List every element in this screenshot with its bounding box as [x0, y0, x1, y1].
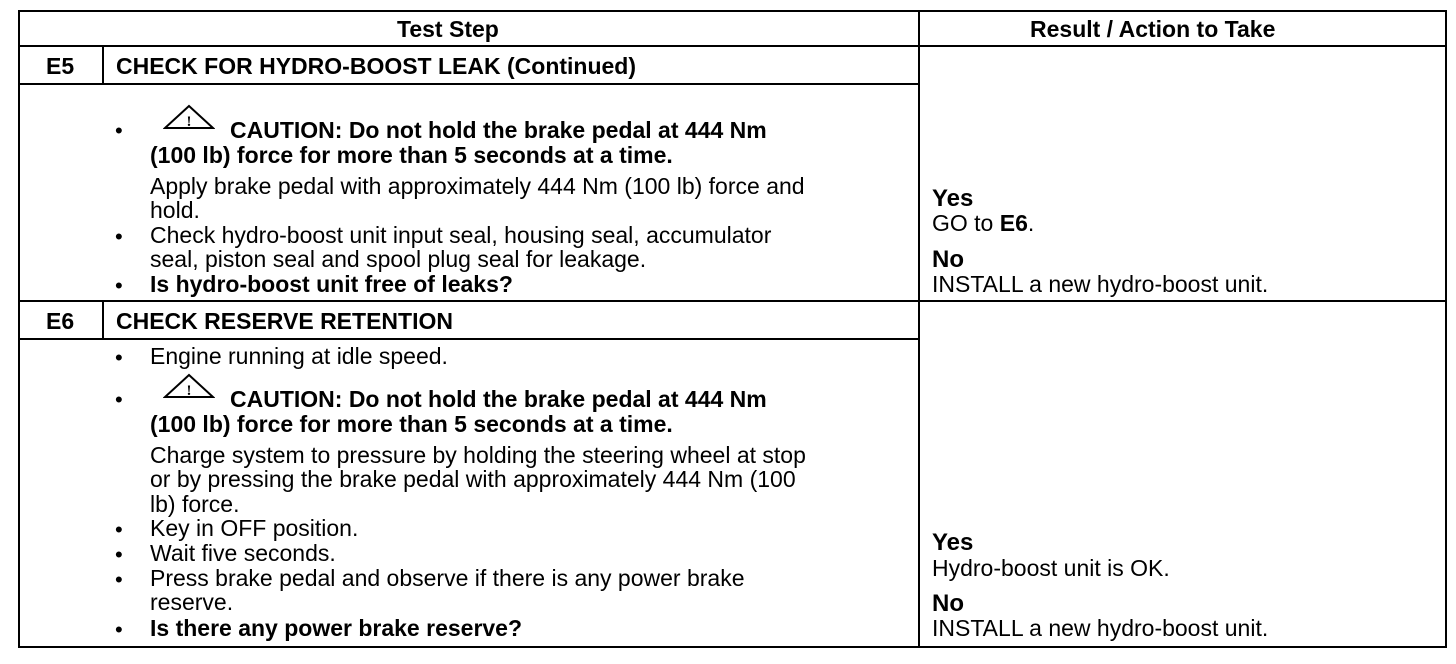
- e6-step-id: E6: [46, 308, 75, 334]
- e6-result-yes-action: Hydro-boost unit is OK.: [932, 555, 1170, 581]
- e6-result-no: No: [932, 590, 964, 617]
- e5-yes-suffix: .: [1027, 210, 1035, 236]
- e5-check-line2: seal, piston seal and spool plug seal for leakage.: [150, 246, 647, 272]
- col-divider-step-id-e5: [102, 47, 104, 85]
- svg-text:!: !: [186, 114, 192, 130]
- e5-result-no: No: [932, 246, 964, 273]
- e5-apply-line1: Apply brake pedal with approximately 444 Nm (100 lb) force and: [150, 173, 805, 199]
- e5-check-line1: Check hydro-boost unit input seal, housing seal, accumulator: [150, 222, 772, 248]
- e6-result-yes: Yes: [932, 529, 974, 556]
- e6-bullet-press: •: [115, 567, 123, 592]
- e6-bullet-question: •: [115, 617, 123, 642]
- e5-title-divider: [20, 83, 918, 85]
- e5-bullet-question: •: [115, 273, 123, 298]
- e6-bullet-wait: •: [115, 542, 123, 567]
- e6-caution-line2: (100 lb) force for more than 5 seconds at a time.: [150, 411, 673, 437]
- col-divider-result: [918, 12, 920, 646]
- header-result-action: Result / Action to Take: [1030, 16, 1276, 42]
- e5-result-no-action: INSTALL a new hydro-boost unit.: [932, 271, 1269, 297]
- e6-charge-line3: lb) force.: [150, 491, 240, 517]
- e6-question: Is there any power brake reserve?: [150, 615, 523, 641]
- e5-caution-line1: CAUTION: Do not hold the brake pedal at 444 Nm: [230, 117, 767, 143]
- e6-key: Key in OFF position.: [150, 515, 359, 541]
- e5-result-yes-action: [932, 211, 1034, 236]
- col-divider-step-id-e6: [102, 302, 104, 340]
- e5-apply-line2: hold.: [150, 197, 200, 223]
- e6-result-no-action: INSTALL a new hydro-boost unit.: [932, 615, 1269, 641]
- e6-engine: Engine running at idle speed.: [150, 343, 448, 369]
- e5-e6-divider: [20, 300, 1445, 302]
- e5-step-title: CHECK FOR HYDRO-BOOST LEAK (Continued): [116, 53, 637, 79]
- e6-caution-line1: CAUTION: Do not hold the brake pedal at 444 Nm: [230, 386, 767, 412]
- e6-charge-line2: or by pressing the brake pedal with approximately 444 Nm (100: [150, 466, 796, 492]
- e5-yes-target[interactable]: E6: [999, 210, 1028, 236]
- caution-triangle-icon: [163, 373, 215, 399]
- caution-triangle-icon: [163, 104, 215, 130]
- e6-bullet-caution: •: [115, 387, 123, 412]
- e5-caution-line2: (100 lb) force for more than 5 seconds at a time.: [150, 142, 673, 168]
- svg-text:!: !: [186, 383, 192, 399]
- e5-question: Is hydro-boost unit free of leaks?: [150, 271, 513, 297]
- e5-step-id: E5: [46, 53, 75, 79]
- e5-result-yes: Yes: [932, 185, 974, 212]
- header-test-step: Test Step: [397, 16, 499, 42]
- e5-bullet-check: •: [115, 224, 123, 249]
- header-divider: [20, 45, 1445, 47]
- e6-press-line2: reserve.: [150, 589, 234, 615]
- e6-step-title: CHECK RESERVE RETENTION: [116, 308, 453, 334]
- e5-bullet-caution: •: [115, 118, 123, 143]
- e6-bullet-engine: •: [115, 345, 123, 370]
- e6-title-divider: [20, 338, 918, 340]
- e6-bullet-key: •: [115, 517, 123, 542]
- procedure-table: [18, 10, 1447, 648]
- e6-charge-line1: Charge system to pressure by holding the steering wheel at stop: [150, 442, 806, 468]
- e5-yes-prefix: GO to: [932, 210, 1000, 236]
- e6-press-line1: Press brake pedal and observe if there is any power brake: [150, 565, 745, 591]
- e6-wait: Wait five seconds.: [150, 540, 336, 566]
